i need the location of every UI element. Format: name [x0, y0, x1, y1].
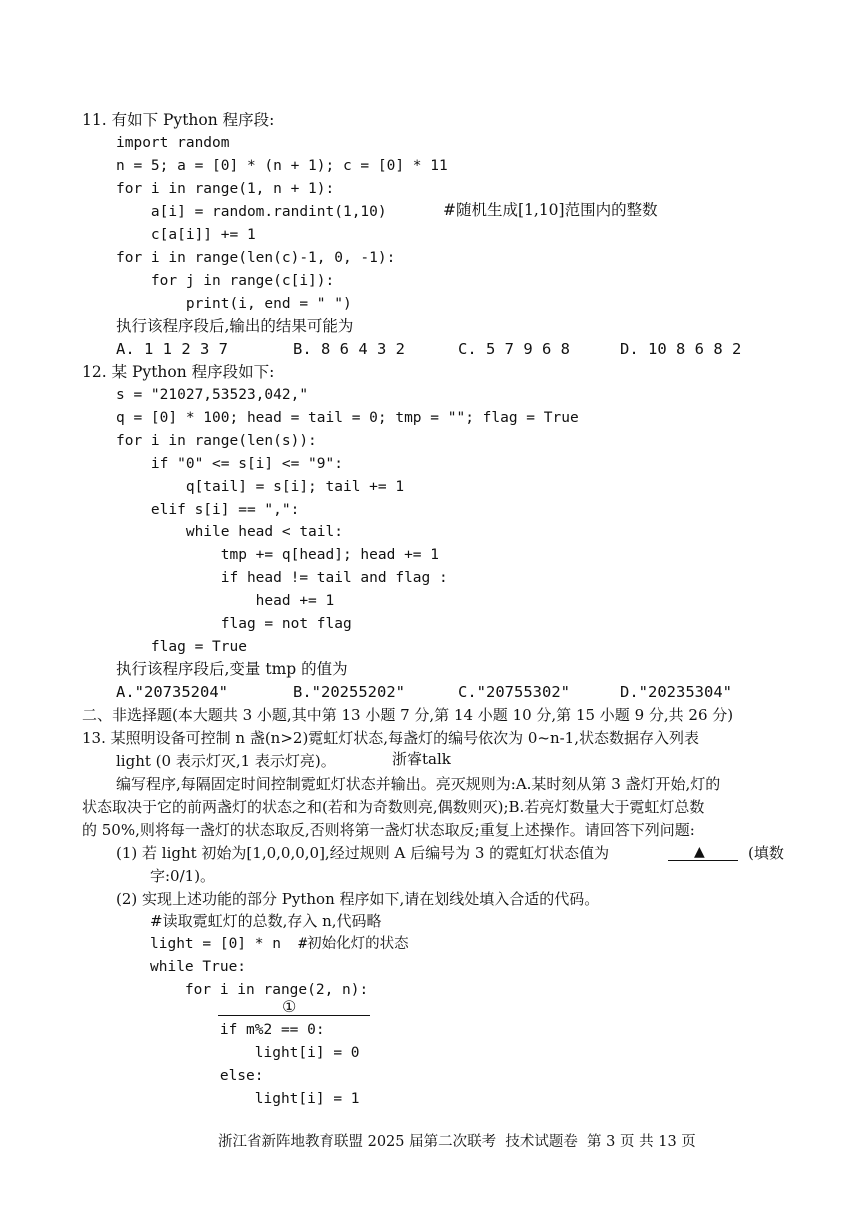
q12-prompt: 执行该程序段后,变量 tmp 的值为 [116, 660, 348, 678]
q11-option-c: C. 5 7 9 6 8 [458, 340, 570, 358]
q13-code-line-6: else: [150, 1068, 264, 1084]
q12-code-line-8: tmp += q[head]; head += 1 [116, 547, 440, 563]
q13-code-line-2: while True: [150, 959, 247, 975]
section-title: 二、非选择题(本大题共 3 小题,其中第 13 小题 7 分,第 14 小题 10 分,第 15 小题 9 分,共 26 分) [82, 706, 734, 724]
q13-code-line-7: light[i] = 1 [150, 1091, 360, 1107]
q12-code-line-1: s = "21027,53523,042," [116, 387, 309, 403]
q13-code-line-5: light[i] = 0 [150, 1045, 360, 1061]
q12-heading: 12. 某 Python 程序段如下: [82, 363, 275, 381]
q12-code-line-11: flag = not flag [116, 616, 352, 632]
q11-code-line-4: a[i] = random.randint(1,10) [116, 204, 387, 220]
q13-sub1: (1) 若 light 初始为[1,0,0,0,0],经过规则 A 后编号为 3 的霓虹灯状态值为 [116, 844, 610, 862]
blank-number-1: ① [282, 997, 297, 1016]
answer-blank-marker: ▲ [694, 844, 705, 860]
q11-prompt: 执行该程序段后,输出的结果可能为 [116, 317, 354, 335]
q12-option-b: B."20255202" [293, 683, 405, 701]
q11-code-line-5: c[a[i]] += 1 [116, 227, 256, 243]
q11-option-a: A. 1 1 2 3 7 [116, 340, 228, 358]
q11-code-line-6: for i in range(len(c)-1, 0, -1): [116, 250, 396, 266]
q11-code-line-8: print(i, end = " ") [116, 296, 352, 312]
q13-line-1: 13. 某照明设备可控制 n 盏(n>2)霓虹灯状态,每盏灯的编号依次为 0~n-1,状态数据存入列表 [82, 729, 699, 747]
q11-heading: 11. 有如下 Python 程序段: [82, 111, 275, 129]
q11-code-comment: #随机生成[1,10]范围内的整数 [443, 201, 658, 219]
q12-code-line-7: while head < tail: [116, 524, 343, 540]
q13-code-line-3: for i in range(2, n): [150, 982, 369, 998]
q12-option-c: C."20755302" [458, 683, 570, 701]
q12-code-line-6: elif s[i] == ",": [116, 502, 300, 518]
q13-line-5: 的 50%,则将每一盏灯的状态取反,否则将第一盏灯状态取反;重复上述操作。请回答下列问题: [82, 821, 695, 839]
q13-line-4: 状态取决于它的前两盏灯的状态之和(若和为奇数则亮,偶数则灭);B.若亮灯数量大于霓虹灯总数 [82, 798, 705, 816]
q12-code-line-10: head += 1 [116, 593, 335, 609]
q13-sub2: (2) 实现上述功能的部分 Python 程序如下,请在划线处填入合适的代码。 [116, 890, 600, 908]
q13-line-3: 编写程序,每隔固定时间控制霓虹灯状态并输出。亮灭规则为:A.某时刻从第 3 盏灯开始,灯的 [116, 775, 721, 793]
q13-code-line-1: light = [0] * n #初始化灯的状态 [150, 936, 409, 952]
q12-code-line-4: if "0" <= s[i] <= "9": [116, 456, 343, 472]
q11-code-line-3: for i in range(1, n + 1): [116, 181, 335, 197]
page-footer: 浙江省新阵地教育联盟 2025 届第二次联考 技术试题卷 第 3 页 共 13 页 [218, 1134, 696, 1150]
q11-code-line-1: import random [116, 135, 230, 151]
q13-sub1-suffix: (填数 [748, 844, 784, 862]
q12-option-a: A."20735204" [116, 683, 228, 701]
q13-sub1-end: 字:0/1)。 [150, 867, 216, 885]
q11-option-d: D. 10 8 6 8 2 [620, 340, 742, 358]
q12-code-line-5: q[tail] = s[i]; tail += 1 [116, 479, 405, 495]
q11-code-line-7: for j in range(c[i]): [116, 273, 335, 289]
q13-code-line-4: if m%2 == 0: [150, 1022, 325, 1038]
watermark-text: 浙睿talk [392, 750, 451, 768]
q12-code-line-3: for i in range(len(s)): [116, 433, 317, 449]
q12-code-line-2: q = [0] * 100; head = tail = 0; tmp = ""; flag = True [116, 410, 579, 426]
q12-code-line-12: flag = True [116, 639, 247, 655]
q13-line-2: light (0 表示灯灭,1 表示灯亮)。 [116, 752, 336, 770]
q12-code-line-9: if head != tail and flag : [116, 570, 448, 586]
q13-code-comment: #读取霓虹灯的总数,存入 n,代码略 [150, 912, 382, 930]
q12-option-d: D."20235304" [620, 683, 732, 701]
q11-option-b: B. 8 6 4 3 2 [293, 340, 405, 358]
q11-code-line-2: n = 5; a = [0] * (n + 1); c = [0] * 11 [116, 158, 448, 174]
